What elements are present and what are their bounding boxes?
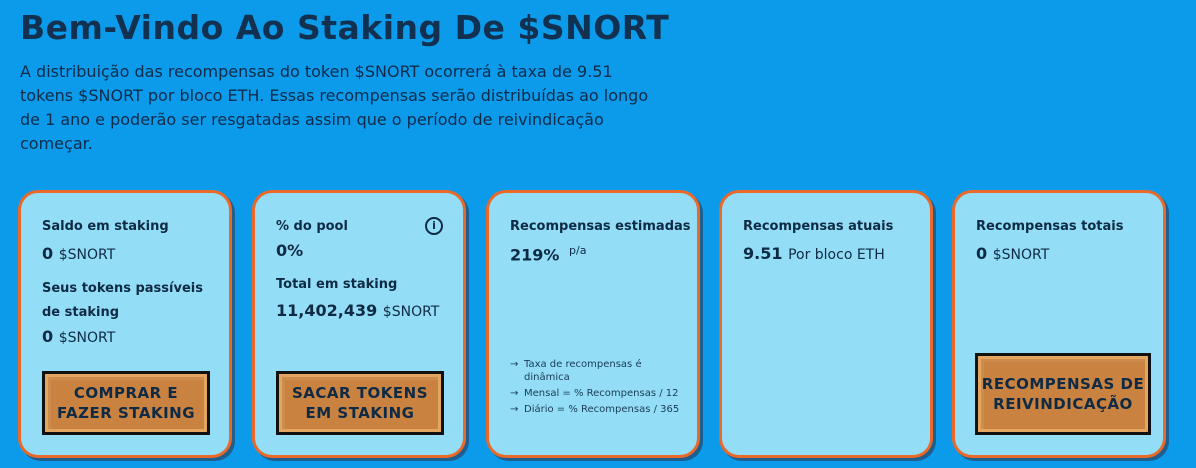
staked-balance-card — [18, 190, 232, 458]
arrow-right-icon: → — [510, 404, 519, 415]
pool-percent-label: % do pool — [276, 219, 348, 234]
intro-text: A distribuição das recompensas do token $SNORT ocorrerá à taxa de 9.51 tokens $SNORT por bloco ETH. Essas recompensas serão distribuídas ao longo de 1 ano e poderão ser resgatadas assim que o período de reivindicação começar. — [20, 62, 649, 153]
claim-rewards-button[interactable]: RECOMPENSAS DE REIVINDICAÇÃO — [975, 353, 1151, 435]
total-staked-label: Total em staking — [276, 277, 398, 292]
total-rewards-unit: $SNORT — [992, 247, 1050, 263]
stakeable-value — [42, 327, 115, 346]
stakeable-unit: $SNORT — [58, 330, 116, 346]
current-rewards-value — [743, 244, 885, 263]
stakeable-label: Seus tokens passíveis de staking — [42, 281, 203, 320]
arrow-right-icon: → — [510, 359, 519, 370]
total-rewards-amount: 0 — [976, 244, 988, 263]
estimated-rewards-value — [510, 244, 586, 264]
page-title: Bem-Vindo Ao Staking De $SNORT — [20, 8, 670, 47]
total-staked-amount: 11,402,439 — [276, 301, 378, 320]
buy-and-stake-button[interactable]: COMPRAR E FAZER STAKING — [42, 371, 210, 435]
staked-balance-amount: 0 — [42, 244, 54, 263]
reward-note-text: Diário = % Recompensas / 365 — [524, 404, 680, 415]
estimated-rewards-card — [486, 190, 700, 458]
reward-note-text: Taxa de recompensas é dinâmica — [524, 359, 642, 383]
estimated-rewards-label: Recompensas estimadas — [510, 219, 691, 234]
info-icon[interactable]: i — [425, 217, 443, 235]
estimated-rewards-amount: 219% — [510, 245, 560, 265]
total-rewards-card — [952, 190, 1166, 458]
total-rewards-value — [976, 244, 1049, 263]
reward-notes — [510, 358, 682, 419]
reward-note-text: Mensal = % Recompensas / 12 — [524, 388, 679, 399]
arrow-right-icon: → — [510, 388, 519, 399]
pool-card — [252, 190, 466, 458]
stakeable-amount: 0 — [42, 327, 54, 346]
per-annum-suffix: p/a — [569, 244, 587, 257]
reward-note — [510, 358, 682, 384]
current-rewards-unit: Por bloco ETH — [788, 247, 885, 263]
staked-balance-unit: $SNORT — [58, 247, 116, 263]
staked-balance-value — [42, 244, 115, 263]
total-staked-unit: $SNORT — [382, 304, 440, 320]
reward-note — [510, 403, 682, 416]
staked-balance-label: Saldo em staking — [42, 219, 169, 234]
total-rewards-label: Recompensas totais — [976, 219, 1124, 234]
withdraw-staked-button[interactable]: SACAR TOKENS EM STAKING — [276, 371, 444, 435]
current-rewards-label: Recompensas atuais — [743, 219, 894, 234]
current-rewards-card — [719, 190, 933, 458]
total-staked-value — [276, 301, 439, 320]
pool-percent-value: 0% — [276, 241, 304, 260]
reward-note — [510, 387, 682, 400]
current-rewards-amount: 9.51 — [743, 244, 783, 263]
